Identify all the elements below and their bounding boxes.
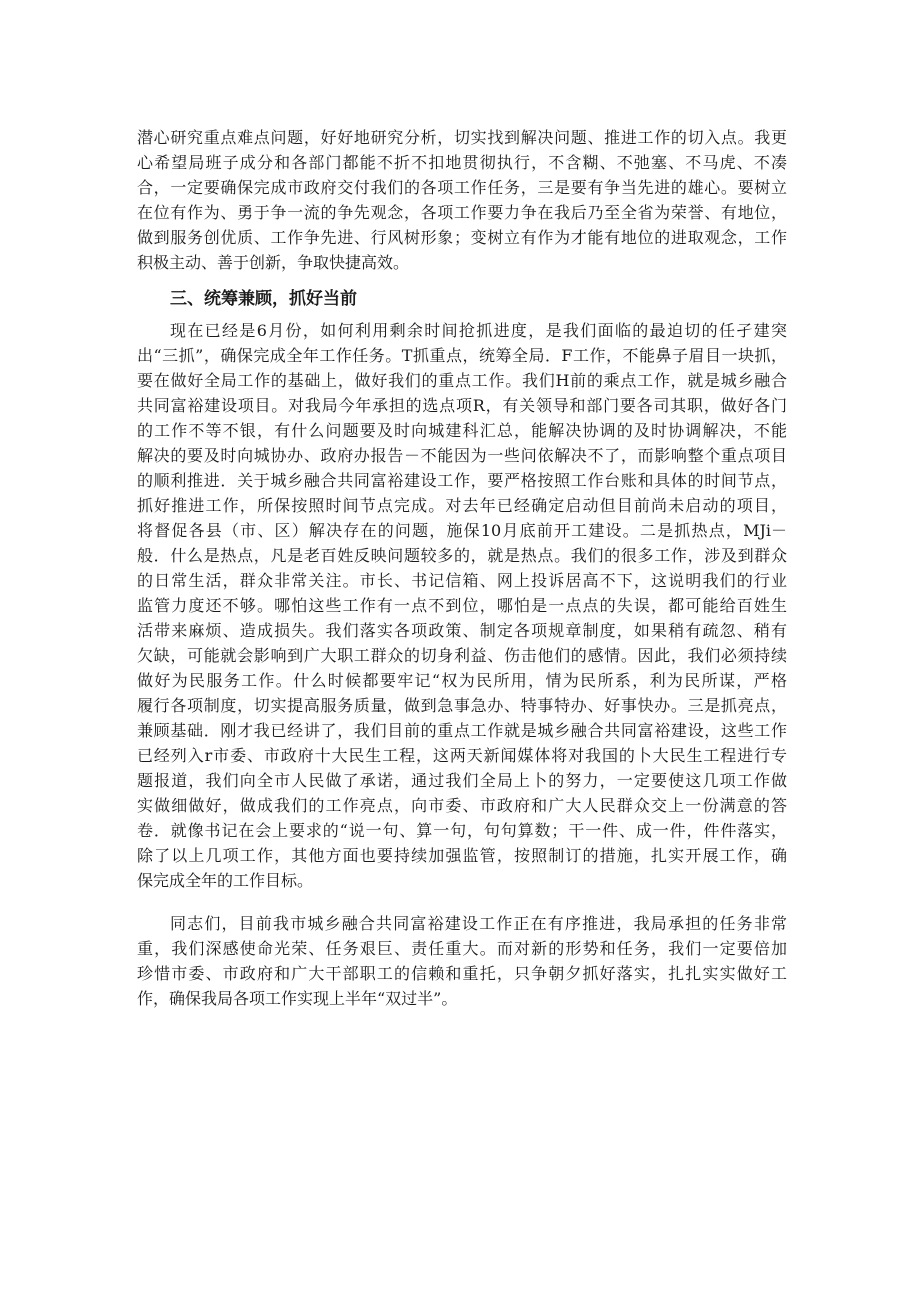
closing-line: 重，我们深感使命光荣、任务艰巨、责任重大。而对新的形势和任务，我们一定要倍加 [137,939,787,958]
body-line: 监管力度还不够。哪怕这些工作有一点不到位，哪怕是一点点的失误，都可能给百姓生 [137,596,787,615]
intro-line: 做到服务创优质、工作争先进、行风树形象；变树立有作为才能有地位的进取观念，工作 [137,228,787,247]
section-heading: 三、统筹兼顾，抓好当前 [170,289,357,309]
body-line: 已经列入r市委、市政府十大民生工程，这两天新闻媒体将对我国的卜大民生工程进行专 [137,746,787,765]
body-line: 欠缺，可能就会影响到广大职工群众的切身利益、伤击他们的感情。因此，我们必须持续 [137,646,787,665]
intro-line: 在位有作为、勇于争一流的争先观念，各项工作要力争在我后乃至全省为荣誉、有地位， [137,203,787,222]
body-line: 活带来麻烦、造成损失。我们落实各项政策、制定各项规章制度，如果稍有疏忽、稍有 [137,621,787,640]
body-line: 题报道，我们向全市人民做了承诺，通过我们全局上卜的努力，一定要使这几项工作做 [137,771,787,790]
body-line: 般．什么是热点，凡是老百姓反映问题较多的，就是热点。我们的很多工作，涉及到群众 [137,546,787,565]
body-line: 解决的要及时向城协办、政府办报告－不能因为一些问依解决不了，而影响整个重点项目 [137,446,787,465]
body-line: 兼顾基础．刚才我已经讲了，我们目前的重点工作就是城乡融合共同富裕建设，这些工作 [137,721,787,740]
intro-line: 积极主动、善于创新，争取快捷高效。 [137,253,410,272]
body-line: 的工作不等不银，有什么问题要及时向城建科汇总，能解决协调的及时协调解决，不能 [137,421,787,440]
closing-line: 珍惜市委、市政府和广大干部职工的信赖和重托，只争朝夕抓好落实，扎扎实实做好工 [137,964,787,983]
intro-line: 心希望局班子成分和各部门都能不折不扣地贯彻执行，不含糊、不弛塞、不马虎、不凑 [137,153,787,172]
body-line: 做好为民服务工作。什么时候都要牢记“权为民所用，情为民所系，利为民所谋，严格 [137,671,787,690]
body-line: 共同富裕建设项目。对我局今年承担的选点项R，有关领导和部门要各司其职，做好各门 [137,396,787,415]
body-line: 实做细做好，做成我们的工作亮点，向市委、市政府和广大人民群众交上一份满意的答 [137,796,787,815]
body-line: 的顺利推进．关于城乡融合共同富裕建设工作，要严格按照工作台账和具体的时间节点， [137,471,787,490]
body-line: 现在已经是6月份，如何利用剩余时间抢抓进度，是我们面临的最迫切的任孑建突 [170,321,787,340]
body-line: 履行各项制度，切实提高服务质量，做到急事急办、特事特办、好事快办。三是抓亮点， [137,696,787,715]
body-line: 要在做好全局工作的基础上，做好我们的重点工作。我们H前的乘点工作，就是城乡融合 [137,371,787,390]
intro-line: 潜心研究重点难点问题，好好地研究分析，切实找到解决问题、推进工作的切入点。我更 [137,128,787,147]
body-line: 除了以上几项工作，其他方面也要持续加强监管，按照制订的措施，扎实开展工作，确 [137,846,787,865]
body-line: 卷．就像书记在会上要求的“说一句、算一句，句句算数；干一件、成一件，件件落实， [137,821,787,840]
body-line: 出“三抓”，确保完成全年工作任务。T抓重点，统筹全局．F工作，不能鼻子眉目一块抓， [137,346,787,365]
body-line: 将督促各县（市、区）解决存在的问题，施保10月底前开工建设。二是抓热点，MJi－ [137,521,787,540]
body-line: 抓好推进工作，所保按照时间节点完成。对去年已经确定启动但目前尚未启动的项目， [137,496,787,515]
body-line: 保完成全年的工作目标。 [137,871,314,890]
closing-line: 同志们，目前我市城乡融合共同富裕建设工作正在有序推进，我局承担的任务非常 [170,914,787,933]
body-line: 的日常生活，群众非常关注。市长、书记信箱、网上投诉居高不下，这说明我们的行业 [137,571,787,590]
intro-line: 合，一定要确保完成市政府交付我们的各项工作任务，三是要有争当先进的雄心。要树立 [137,178,787,197]
closing-line: 作，确保我局各项工作实现上半年“双过半”。 [137,989,458,1008]
